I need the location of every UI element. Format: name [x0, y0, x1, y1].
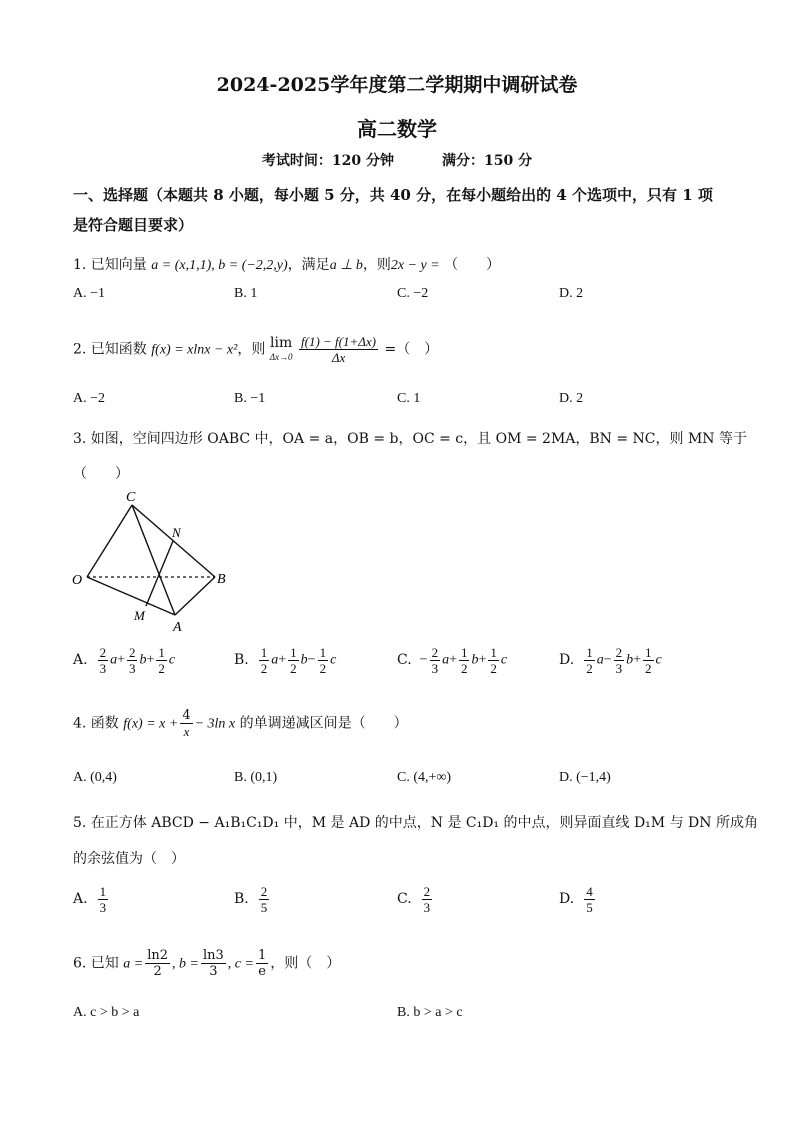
- q4-fraction: $\frac{4}{x}$: [182, 708, 191, 739]
- q3-option-d: D. $\frac{1}{2}$ a− $\frac{2}{3}$ b+ $\frac{1}{2}$ c: [559, 645, 662, 676]
- exam-title: 2024-2025学年度第二学期期中调研试卷: [216, 74, 578, 96]
- q1-option-d: D. 2: [559, 286, 584, 301]
- q1-vectors: a = (x,1,1), b = (−2,2,y): [151, 258, 288, 273]
- q1-condition: a ⊥ b: [329, 258, 363, 273]
- q3-option-c: C. − $\frac{2}{3}$ a+ $\frac{1}{2}$ b+ $\frac{1}{2}$ c: [397, 645, 508, 676]
- question-5-line2: 的余弦值为（ ）: [73, 851, 185, 867]
- q4-func-a: f(x) = x +: [123, 716, 179, 732]
- label-c: C: [126, 490, 136, 505]
- q1-cond-prefix: ，满足: [287, 257, 330, 273]
- edge-cb: [132, 505, 215, 577]
- tetrahedron-figure: [60, 485, 250, 635]
- q2-option-d: D. 2: [559, 391, 584, 406]
- q2-function: f(x) = xlnx − x²: [151, 342, 238, 358]
- q3-option-a: A. $\frac{2}{3}$ a+ $\frac{2}{3}$ b+ $\frac{1}{2}$ c: [73, 645, 176, 676]
- q4-option-c: C. (4,+∞): [397, 770, 452, 785]
- q1-expression: 2x − y =: [390, 258, 440, 273]
- q5-option-d: D. $\frac{4}{5}$: [559, 884, 593, 915]
- label-m: M: [134, 608, 145, 623]
- q2-lim-sub: Δx→0: [269, 351, 293, 362]
- exam-time: 考试时间：120 分钟: [261, 153, 394, 169]
- q2-limit: [270, 336, 293, 364]
- q2-prefix: 2. 已知函数: [73, 341, 147, 358]
- q5-option-a: A. $\frac{1}{3}$: [73, 884, 107, 915]
- label-b: B: [217, 572, 226, 587]
- q2-ask: ，则: [237, 341, 266, 358]
- q2-option-c: C. 1: [397, 391, 421, 406]
- edge-oc: [87, 505, 132, 577]
- q5-option-b: B. $\frac{2}{5}$: [234, 884, 268, 915]
- q4-option-a: A. (0,4): [73, 770, 117, 785]
- q2-tail: =（ ）: [384, 341, 439, 358]
- q1-option-a: A. −1: [73, 286, 106, 301]
- q6-option-a: A. c > b > a: [73, 1005, 140, 1020]
- section-heading: 一、选择题（本题共 8 小题，每小题 5 分，共 40 分，在每小题给出的 4 个选项中，只有 1 项是符合题目要求）: [73, 186, 713, 234]
- q6-prefix: 6. 已知: [73, 955, 119, 972]
- question-6: 6. 已知 a = $\frac{\ln 2}{2}$ , b = $\frac{\ln 3}{3}$ , c = $\frac{1}{e}$ ，则（ ）: [73, 948, 341, 979]
- exam-score: 满分：150 分: [442, 153, 533, 169]
- label-n: N: [172, 525, 181, 540]
- q3-option-b: B. $\frac{1}{2}$ a+ $\frac{1}{2}$ b− $\frac{1}{2}$ c: [234, 645, 337, 676]
- q6-tail: ，则（ ）: [270, 955, 341, 972]
- q1-ask-prefix: ，则: [362, 257, 391, 273]
- q4-option-d: D. (−1,4): [559, 770, 611, 785]
- q2-option-a: A. −2: [73, 391, 106, 406]
- q4-option-b: B. (0,1): [234, 770, 278, 785]
- q5-option-c: C. $\frac{2}{3}$: [397, 884, 431, 915]
- q2-lim-word: lim: [270, 334, 293, 351]
- edge-ab: [175, 577, 215, 615]
- question-3-line2: （ ）: [73, 466, 129, 482]
- q2-denominator: Δx: [331, 350, 346, 365]
- q2-option-b: B. −1: [234, 391, 266, 406]
- q2-numerator: f(1) − f(1+Δx): [301, 334, 377, 349]
- q4-tail: 的单调递减区间是（ ）: [239, 715, 408, 732]
- question-4: [73, 708, 408, 739]
- exam-info: [0, 150, 794, 170]
- q1-option-c: C. −2: [397, 286, 429, 301]
- q1-blank: （ ）: [444, 257, 501, 273]
- exam-subject: 高二数学: [357, 117, 437, 141]
- question-3-line1: 3. 如图，空间四边形 OABC 中，OA = a，OB = b，OC = c，且 OM = 2MA，BN = NC，则 MN 等于: [73, 431, 748, 447]
- q1-option-b: B. 1: [234, 286, 258, 301]
- q2-fraction: [299, 334, 378, 365]
- q1-prefix: 1. 已知向量: [73, 257, 147, 273]
- label-a: A: [173, 620, 182, 635]
- question-1: [73, 254, 500, 274]
- question-2: [73, 334, 438, 365]
- label-o: O: [72, 573, 83, 588]
- q4-func-b: − 3ln x: [194, 716, 236, 732]
- q4-prefix: 4. 函数: [73, 715, 119, 732]
- q6-option-b: B. b > a > c: [397, 1005, 463, 1020]
- question-5-line1: 5. 在正方体 ABCD − A₁B₁C₁D₁ 中，M 是 AD 的中点，N 是 C₁D₁ 的中点，则异面直线 D₁M 与 DN 所成角: [73, 815, 758, 831]
